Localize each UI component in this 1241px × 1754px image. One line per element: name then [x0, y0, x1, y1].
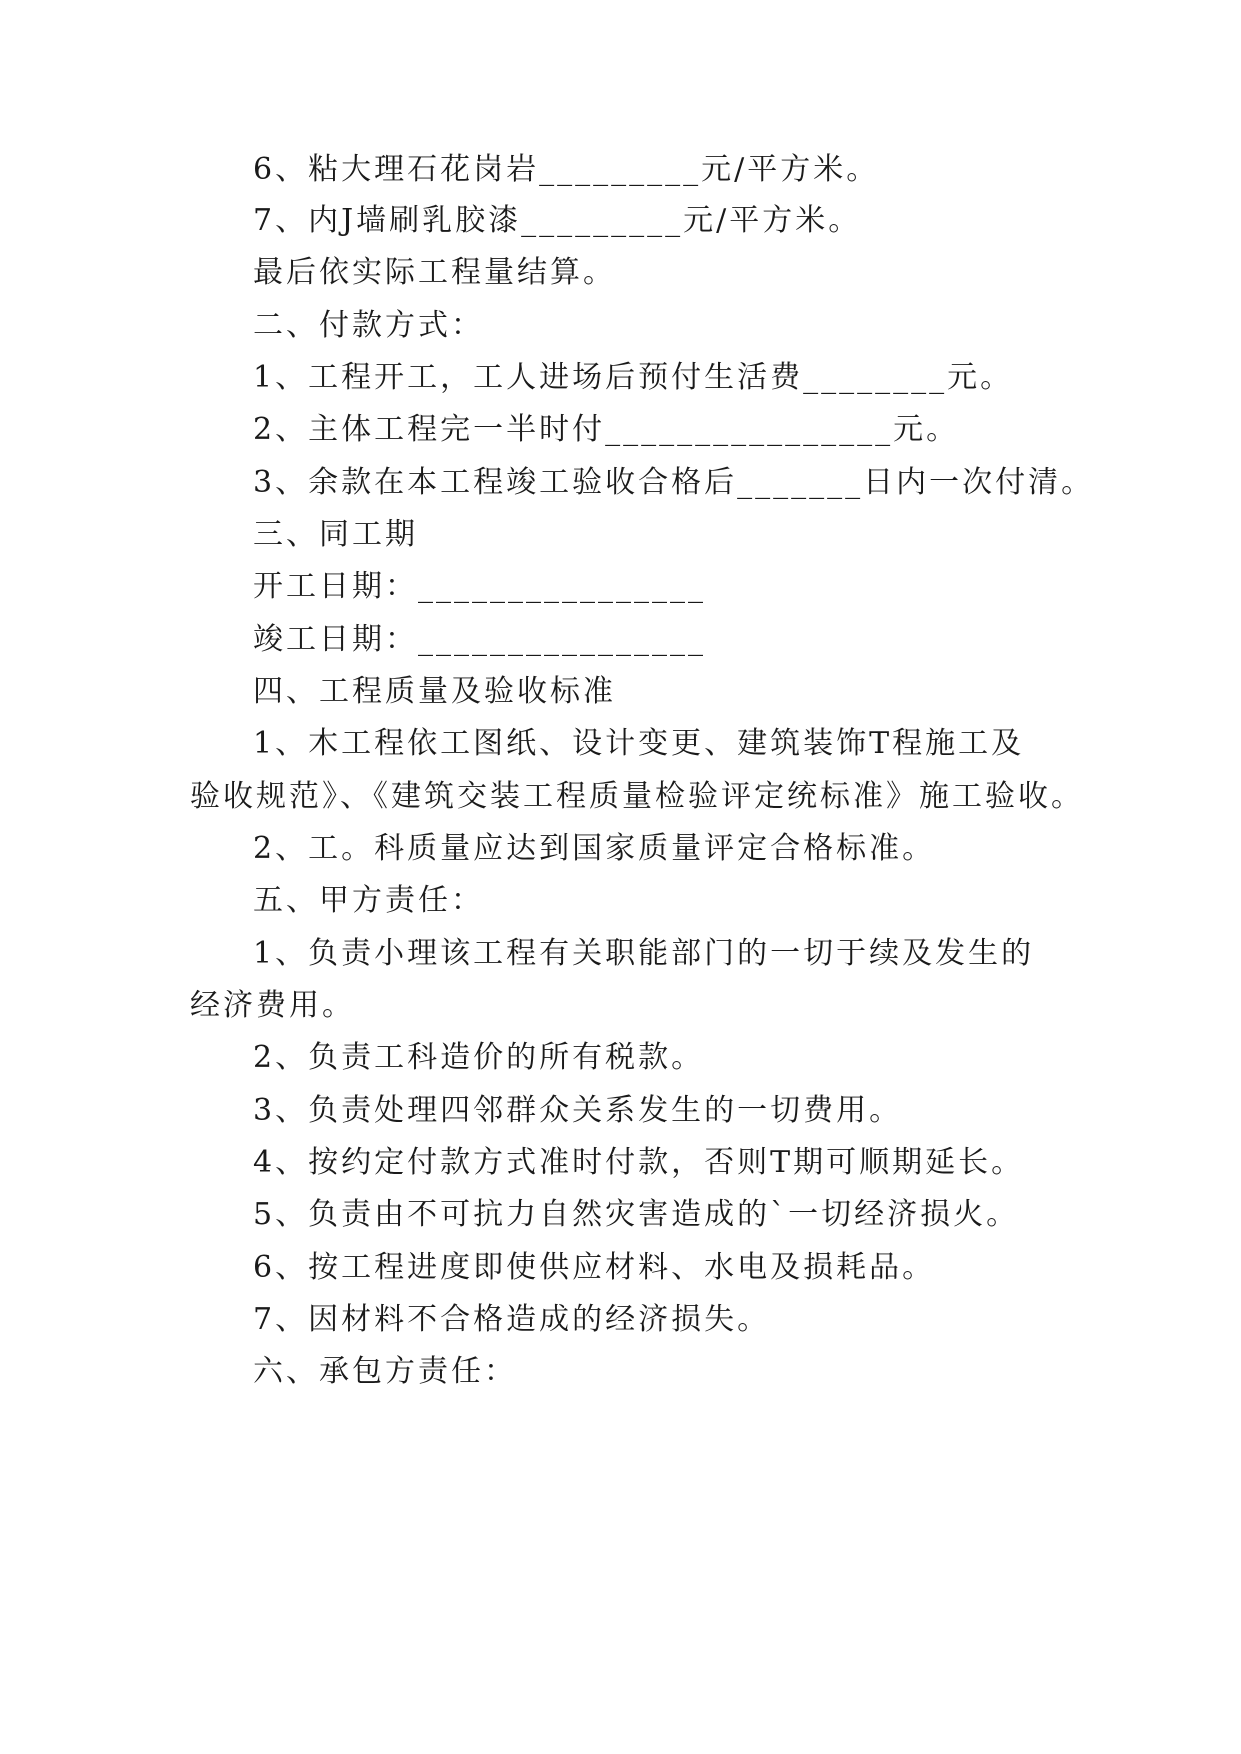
text-line: 7、内J墙刷乳胶漆_________元/平方米。 — [253, 203, 862, 238]
text-line: 5、负责由不可抗力自然灾害造成的`一切经济损火。 — [253, 1197, 1020, 1232]
text-line: 3、余款在本工程竣工验收合格后_______日内一次付清。 — [253, 465, 1095, 500]
text-line: 7、因材料不合格造成的经济损失。 — [253, 1302, 771, 1337]
text-line: 2、主体工程完一半时付________________元。 — [253, 412, 960, 447]
text-line: 1、工程开工，工人进场后预付生活费________元。 — [253, 360, 1014, 395]
text-line: 经济费用。 — [190, 988, 355, 1023]
section-heading: 六、承包方责任： — [253, 1354, 517, 1389]
text-line: 3、负责处理四邻群众关系发生的一切费用。 — [253, 1093, 903, 1128]
text-line: 竣工日期：________________ — [253, 622, 706, 657]
text-line: 1、木工程依工图纸、设计变更、建筑装饰T程施工及 — [253, 726, 1025, 761]
section-heading: 四、工程质量及验收标准 — [253, 674, 616, 709]
text-line: 4、按约定付款方式准时付款，否则T期可顺期延长。 — [253, 1145, 1025, 1180]
text-line: 1、负责小理该工程有关职能部门的一切于续及发生的 — [253, 936, 1035, 971]
text-line: 6、粘大理石花岗岩_________元/平方米。 — [253, 152, 880, 187]
text-line: 6、按工程进度即使供应材料、水电及损耗品。 — [253, 1250, 936, 1285]
text-line: 验收规范》、《建筑交装工程质量检验评定统标准》施工验收。 — [190, 779, 1084, 814]
text-line: 最后依实际工程量结算。 — [253, 255, 616, 290]
text-line: 2、负责工科造价的所有税款。 — [253, 1040, 705, 1075]
section-heading: 五、甲方责任： — [253, 883, 484, 918]
section-heading: 三、同工期 — [253, 517, 418, 552]
text-line: 2、工。科质量应达到国家质量评定合格标准。 — [253, 831, 936, 866]
text-line: 开工日期：________________ — [253, 569, 706, 604]
section-heading: 二、付款方式： — [253, 308, 484, 343]
